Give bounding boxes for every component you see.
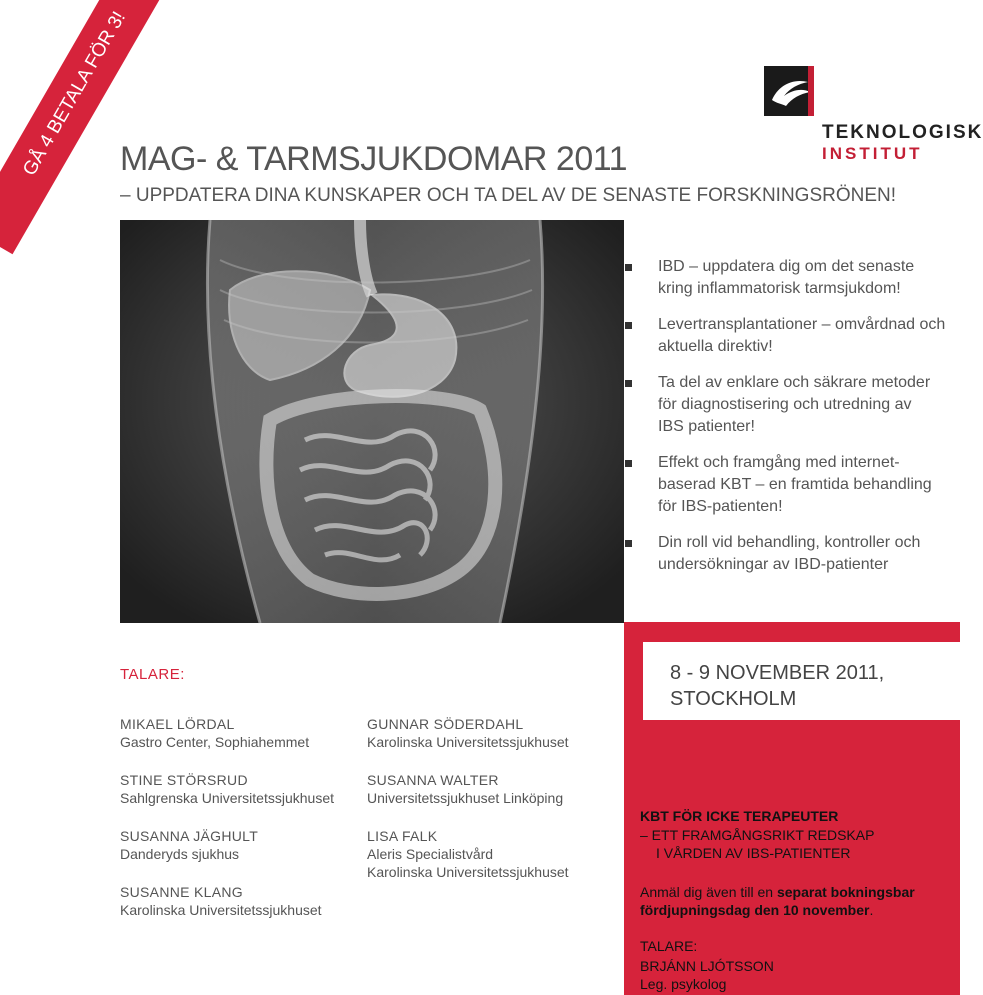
speaker-org: Karolinska Universitetssjukhuset — [367, 734, 569, 750]
kbt-speaker-role: Leg. psykolog — [640, 976, 727, 992]
event-date: 8 - 9 NOVEMBER 2011, STOCKHOLM — [670, 662, 885, 710]
list-item: Levertransplantationer – omvårdnad och aktuella direktiv! — [640, 314, 950, 358]
logo-text-main: TEKNOLOGISK — [822, 122, 983, 143]
bullet-square-icon — [625, 460, 632, 467]
logo-text-sub: INSTITUT — [822, 144, 923, 163]
speaker-org: Universitetssjukhuset Linköping — [367, 790, 564, 806]
speaker-name: LISA FALK — [367, 828, 438, 844]
kbt-subheading: – ETT FRAMGÅNGSRIKT REDSKAP — [640, 827, 875, 843]
list-item: Effekt och framgång med internet- baserad KBT – en framtida behandling för IBS-patienten! — [640, 452, 950, 518]
kbt-speakers-heading: TALARE: — [640, 938, 698, 954]
speaker-name: SUSANNE KLANG — [120, 884, 243, 900]
promo-banner-text: GÅ 4 BETALA FÖR 3! — [19, 8, 131, 180]
page-title: MAG- & TARMSJUKDOMAR 2011 — [120, 140, 628, 178]
speaker-name: SUSANNA WALTER — [367, 772, 499, 788]
bullet-square-icon — [625, 322, 632, 329]
list-item: Din roll vid behandling, kontroller och undersökningar av IBD-patienter — [640, 532, 950, 576]
booking-note: Anmäl dig även till en separat bokningsbar fördjupningsdag den 10 november. — [640, 884, 915, 918]
speakers-heading: TALARE: — [120, 666, 185, 683]
speaker-org: Gastro Center, Sophiahemmet — [120, 734, 310, 750]
page-subtitle: – UPPDATERA DINA KUNSKAPER OCH TA DEL AV DE SENASTE FORSKNINGSRÖNEN! — [120, 185, 897, 206]
kbt-heading: KBT FÖR ICKE TERAPEUTER — [640, 808, 839, 824]
speaker-org: Sahlgrenska Universitetssjukhuset — [120, 790, 334, 806]
speaker-org: Karolinska Universitetssjukhuset — [367, 864, 569, 880]
bullet-square-icon — [625, 380, 632, 387]
speaker-org: Danderyds sjukhus — [120, 846, 240, 862]
speaker-name: SUSANNA JÄGHULT — [120, 828, 259, 844]
bullet-square-icon — [625, 264, 632, 271]
speaker-org: Karolinska Universitetssjukhuset — [120, 902, 322, 918]
teknologisk-logo-icon — [764, 66, 814, 116]
speaker-name: GUNNAR SÖDERDAHL — [367, 716, 524, 732]
bullet-square-icon — [625, 540, 632, 547]
speaker-org: Aleris Specialistvård — [367, 846, 494, 862]
kbt-speaker-name: BRJÁNN LJÓTSSON — [640, 958, 774, 974]
abdomen-xray-image — [120, 220, 624, 623]
kbt-subheading: I VÅRDEN AV IBS-PATIENTER — [656, 845, 851, 861]
list-item: IBD – uppdatera dig om det senaste kring inflammatorisk tarmsjukdom! — [640, 256, 950, 300]
speaker-name: MIKAEL LÖRDAL — [120, 716, 235, 732]
list-item: Ta del av enklare och säkrare metoder för diagnostisering och utredning av IBS patienter! — [640, 372, 950, 438]
speaker-name: STINE STÖRSRUD — [120, 772, 248, 788]
